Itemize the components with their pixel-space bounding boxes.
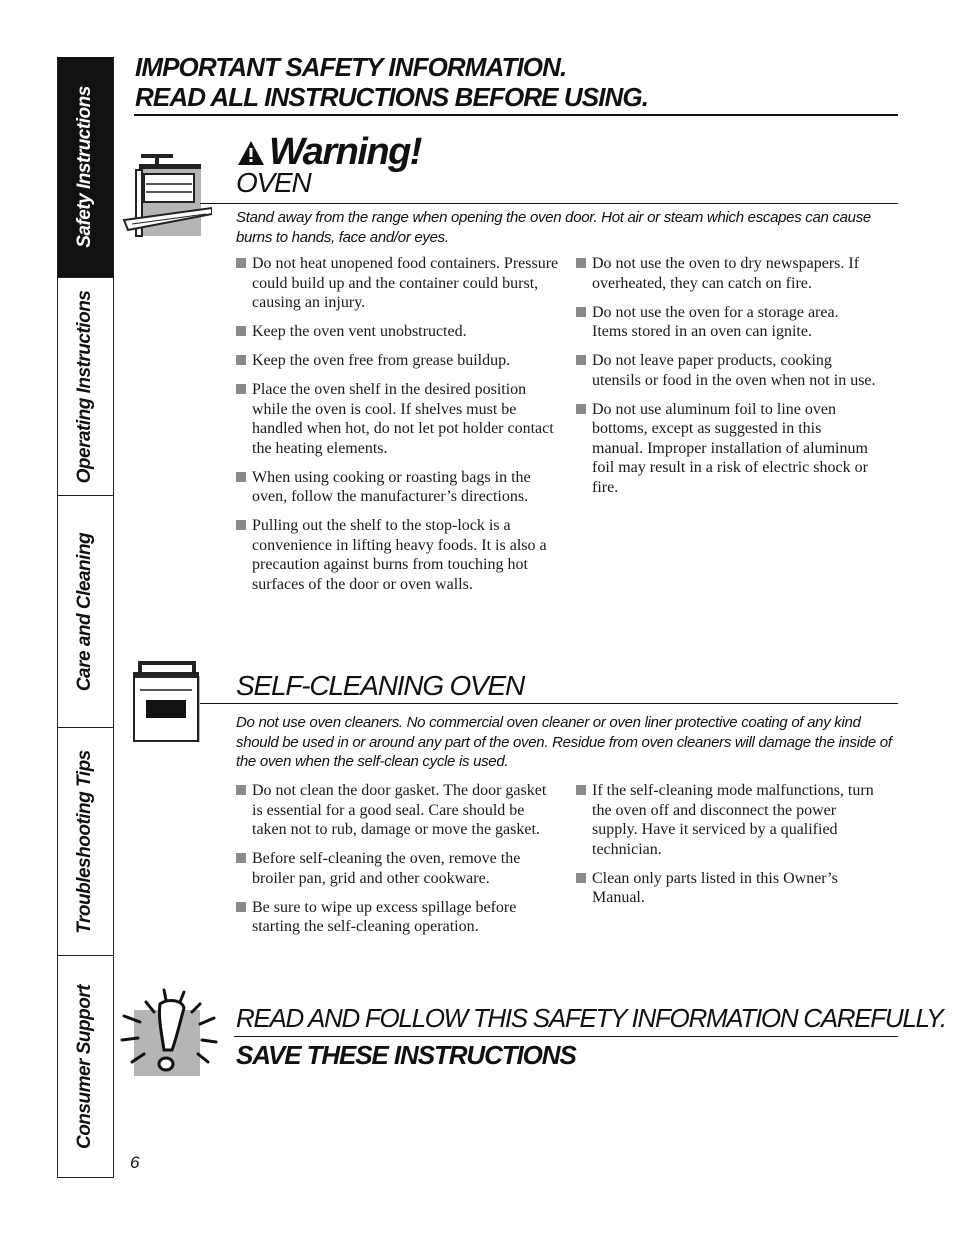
oven-left-column bbox=[236, 254, 562, 604]
list-item: Do not use aluminum foil to line oven bottoms, except as suggested in this manual. Improper installation of aluminum foil may result in a risk of electric shock or fire. bbox=[576, 400, 876, 498]
list-item: Clean only parts listed in this Owner’s Manual. bbox=[576, 869, 876, 908]
oven-open-door-icon bbox=[120, 150, 212, 247]
list-item: Do not use the oven to dry newspapers. If overheated, they can catch on fire. bbox=[576, 254, 876, 293]
closing-line-1: READ AND FOLLOW THIS SAFETY INFORMATION CAREFULLY. bbox=[236, 1003, 946, 1033]
tab-operating-instructions[interactable] bbox=[58, 277, 113, 496]
tab-label: Consumer Support bbox=[74, 984, 95, 1150]
list-item: Do not clean the door gasket. The door gasket is essential for a good seal. Care should be taken not to rub, damage or move the gasket. bbox=[236, 781, 562, 840]
self-cleaning-section-divider bbox=[200, 703, 898, 704]
list-item: Do not leave paper products, cooking utensils or food in the oven when not in use. bbox=[576, 351, 876, 390]
oven-section-title: OVEN bbox=[236, 167, 311, 198]
range-icon bbox=[130, 658, 204, 749]
list-item: Keep the oven vent unobstructed. bbox=[236, 322, 562, 342]
header-line-1: IMPORTANT SAFETY INFORMATION. bbox=[135, 52, 567, 82]
tab-care-and-cleaning[interactable] bbox=[58, 495, 113, 728]
tab-label: Operating Instructions bbox=[74, 290, 95, 484]
list-item: If the self-cleaning mode malfunctions, turn the oven off and disconnect the power supply. Have it serviced by a qualified technician. bbox=[576, 781, 876, 859]
bullet bbox=[576, 404, 586, 414]
oven-right-column bbox=[576, 254, 876, 507]
header-line-2: READ ALL INSTRUCTIONS BEFORE USING. bbox=[135, 82, 649, 112]
tab-safety-instructions[interactable] bbox=[58, 57, 113, 277]
bullet bbox=[576, 873, 586, 883]
oven-section-divider bbox=[200, 203, 898, 204]
page-number: 6 bbox=[130, 1153, 140, 1172]
tab-troubleshooting-tips[interactable] bbox=[58, 727, 113, 956]
list-item: Place the oven shelf in the desired position while the oven is cool. If shelves must be handled when hot, do not let pot holder contact the heating elements. bbox=[236, 380, 562, 458]
side-tab-navigation bbox=[57, 57, 114, 1178]
bullet bbox=[236, 853, 246, 863]
tab-label: Care and Cleaning bbox=[74, 532, 95, 692]
bullet bbox=[236, 258, 246, 268]
header-divider bbox=[134, 114, 898, 116]
closing-divider bbox=[234, 1036, 898, 1037]
bullet bbox=[576, 258, 586, 268]
bullet bbox=[236, 355, 246, 365]
bullet bbox=[236, 384, 246, 394]
bullet bbox=[576, 307, 586, 317]
self-cleaning-left-column bbox=[236, 781, 562, 946]
tab-label: Safety Instructions bbox=[74, 86, 95, 248]
bullet bbox=[576, 355, 586, 365]
closing-line-2: SAVE THESE INSTRUCTIONS bbox=[236, 1040, 576, 1070]
bullet bbox=[236, 902, 246, 912]
tab-label: Troubleshooting Tips bbox=[74, 750, 95, 934]
list-item: Keep the oven free from grease buildup. bbox=[236, 351, 562, 371]
list-item: Be sure to wipe up excess spillage before starting the self-cleaning operation. bbox=[236, 898, 562, 937]
bullet bbox=[236, 472, 246, 482]
bullet bbox=[236, 785, 246, 795]
bullet bbox=[236, 520, 246, 530]
list-item: When using cooking or roasting bags in the oven, follow the manufacturer’s directions. bbox=[236, 468, 562, 507]
page-header bbox=[135, 52, 898, 112]
tab-consumer-support[interactable] bbox=[58, 955, 113, 1178]
list-item: Before self-cleaning the oven, remove the broiler pan, grid and other cookware. bbox=[236, 849, 562, 888]
self-cleaning-intro: Do not use oven cleaners. No commercial oven cleaner or oven liner protective coating of any kind should be used in or around any part of the oven. Residue from oven cleaners will damage the inside of the oven when the self-clean cycle is used. bbox=[236, 714, 892, 770]
list-item: Pulling out the shelf to the stop-lock is a convenience in lifting heavy foods. It is also a precaution against burns from touching hot surfaces of the door or oven walls. bbox=[236, 516, 562, 594]
self-cleaning-right-column bbox=[576, 781, 876, 917]
warning-triangle-icon bbox=[236, 139, 266, 167]
self-cleaning-section-title: SELF-CLEANING OVEN bbox=[236, 670, 525, 701]
bullet bbox=[236, 326, 246, 336]
exclamation-icon bbox=[120, 988, 218, 1085]
list-item: Do not use the oven for a storage area. Items stored in an oven can ignite. bbox=[576, 303, 876, 342]
bullet bbox=[576, 785, 586, 795]
warning-title: Warning! bbox=[269, 131, 421, 173]
oven-intro: Stand away from the range when opening the oven door. Hot air or steam which escapes can cause burns to hands, face and/or eyes. bbox=[236, 209, 871, 246]
list-item: Do not heat unopened food containers. Pressure could build up and the container could burst, causing an injury. bbox=[236, 254, 562, 313]
